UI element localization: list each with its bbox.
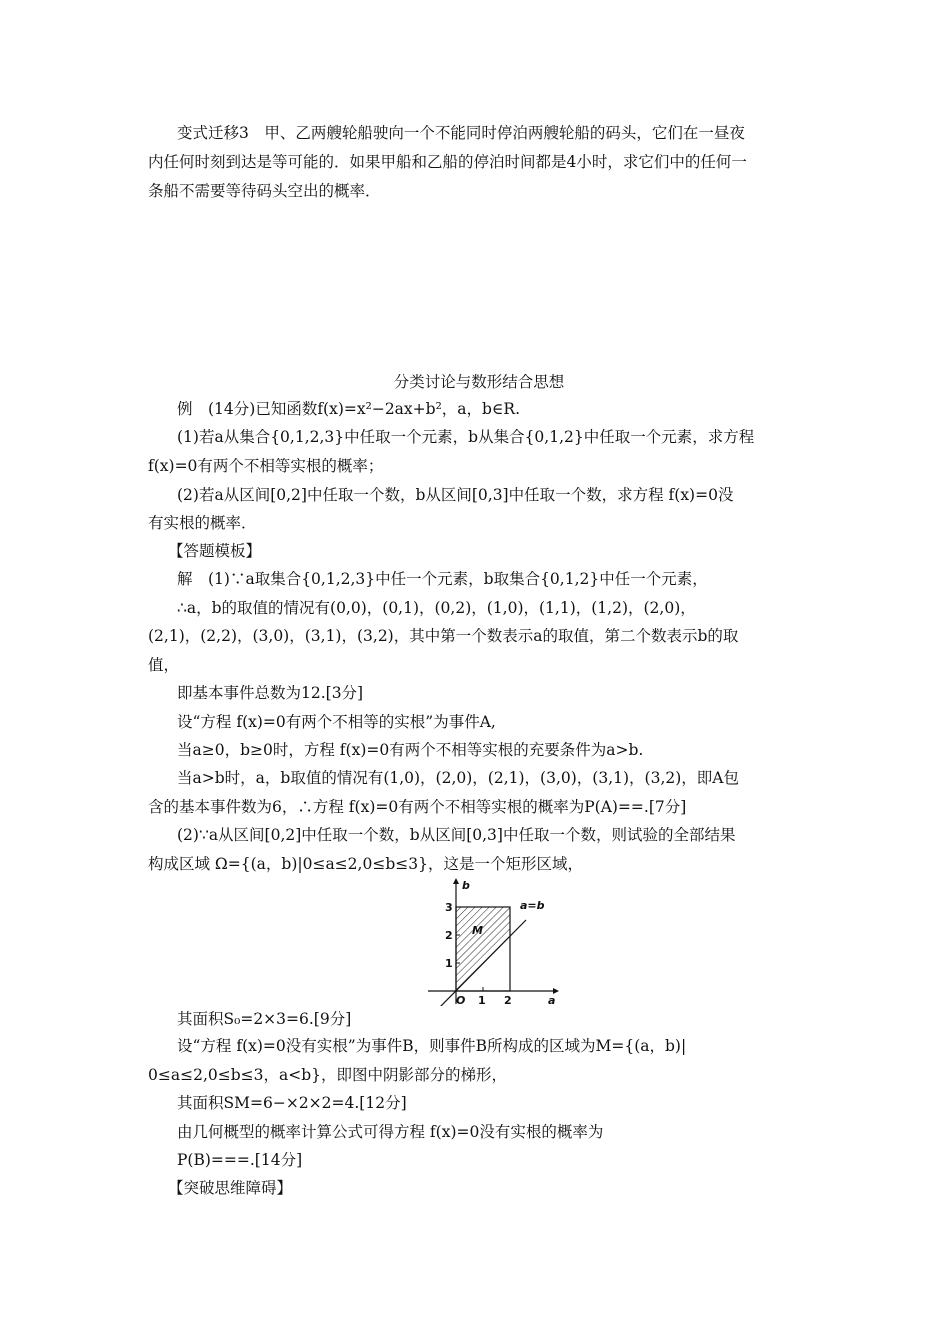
solution-line-9: 含的基本事件数为6，∴方程 f(x)=0有两个不相等实根的概率为P(A)==.[7分] [148, 798, 687, 816]
solution-line-13: 设“方程 f(x)=0没有实根”为事件B，则事件B所构成的区域为M={(a，b)| [177, 1037, 687, 1055]
solution-line-14: 0≤a≤2,0≤b≤3，a<b}，即图中阴影部分的梯形， [148, 1066, 507, 1084]
x-axis-label: a [548, 994, 556, 1006]
solution-line-3: (2,1)，(2,2)，(3,0)，(3,1)，(3,2)，其中第一个数表示a的取值，第二个数表示b的取 [148, 627, 739, 645]
shaded-trapezoid [456, 907, 510, 991]
origin-label: O [456, 994, 466, 1006]
example-line-5: 有实根的概率． [148, 514, 257, 532]
solution-line-15: 其面积SM=6−×2×2=4.[12分] [177, 1094, 407, 1112]
y-tick-label-2: 2 [445, 929, 453, 942]
y-axis-arrow [453, 878, 459, 884]
exercise-line-1: 变式迁移3 甲、乙两艘轮船驶向一个不能同时停泊两艘轮船的码头，它们在一昼夜 [177, 124, 745, 142]
solution-line-2: ∴a，b的取值的情况有(0,0)，(0,1)，(0,2)，(1,0)，(1,1)，(1,2)，(2,0)， [177, 599, 696, 617]
solution-line-10: (2)∵a从区间[0,2]中任取一个数，b从区间[0,3]中任取一个数，则试验的全部结果 [177, 826, 736, 844]
example-line-4: (2)若a从区间[0,2]中任取一个数，b从区间[0,3]中任取一个数，求方程 f(x)=0没 [177, 486, 734, 504]
exercise-line-2: 内任何时刻到达是等可能的．如果甲船和乙船的停泊时间都是4小时，求它们中的任何一 [148, 153, 747, 171]
answer-template-heading: 【答题模板】 [168, 542, 262, 560]
solution-line-12: 其面积S₀=2×3=6.[9分] [177, 1010, 352, 1028]
solution-line-11: 构成区域 Ω={(a，b)|0≤a≤2,0≤b≤3}，这是一个矩形区域， [148, 855, 583, 873]
solution-line-4: 值， [148, 656, 180, 674]
solution-line-6: 设“方程 f(x)=0有两个不相等的实根”为事件A, [177, 713, 496, 731]
line-label: a=b [520, 899, 545, 912]
example-line-2: (1)若a从集合{0,1,2,3}中任取一个元素，b从集合{0,1,2}中任取一个元素，求方程 [177, 428, 755, 446]
section-title: 分类讨论与数形结合思想 [393, 373, 565, 391]
x-tick-label-2: 2 [504, 994, 512, 1006]
y-tick-label-1: 1 [445, 957, 453, 970]
y-tick-label-3: 3 [445, 901, 453, 914]
breakthrough-heading: 【突破思维障碍】 [168, 1179, 293, 1197]
solution-line-1: 解 (1)∵a取集合{0,1,2,3}中任一个元素，b取集合{0,1,2}中任一个元素， [177, 570, 708, 588]
solution-line-17: P(B)===.[14分] [177, 1151, 303, 1169]
region-label: M [472, 924, 483, 937]
region-figure [428, 876, 568, 1006]
example-line-1: 例 (14分)已知函数f(x)=x²−2ax+b²，a，b∈R. [177, 400, 521, 418]
solution-line-8: 当a>b时，a，b取值的情况有(1,0)，(2,0)，(2,1)，(3,0)，(3,1)，(3,2)，即A包 [177, 769, 739, 787]
example-line-3: f(x)=0有两个不相等实根的概率； [148, 457, 384, 475]
solution-line-7: 当a≥0，b≥0时，方程 f(x)=0有两个不相等实根的充要条件为a>b. [177, 741, 644, 759]
solution-line-5: 即基本事件总数为12.[3分] [177, 684, 364, 702]
y-axis-label: b [462, 879, 470, 892]
x-tick-label-1: 1 [478, 994, 486, 1006]
exercise-line-3: 条船不需要等待码头空出的概率． [148, 182, 381, 200]
solution-line-16: 由几何概型的概率计算公式可得方程 f(x)=0没有实根的概率为 [177, 1123, 604, 1141]
